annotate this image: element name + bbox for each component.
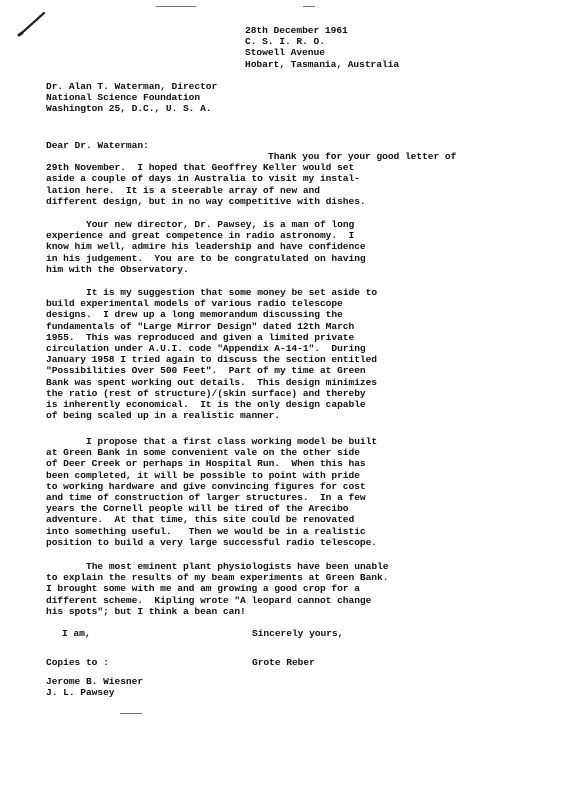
paragraph-line: 29th November. I hoped that Geoffrey Keller would set xyxy=(46,162,355,174)
paragraph-line: and time of construction of larger structures. In a few xyxy=(46,491,366,503)
recipient-org: National Science Foundation xyxy=(46,92,201,104)
paragraph-line: different scheme. Kipling wrote "A leopard cannot change xyxy=(46,594,372,606)
recipient-name: Dr. Alan T. Waterman, Director xyxy=(46,81,218,92)
closing-i-am: I am, xyxy=(62,628,91,639)
paragraph-line: him with the Observatory. xyxy=(46,263,189,275)
copies-list xyxy=(46,676,143,698)
paragraph-line: lation here. It is a steerable array of new and xyxy=(46,184,320,196)
copy-recipient: Jerome B. Wiesner xyxy=(46,676,144,687)
scan-artifact-top-2 xyxy=(303,6,315,7)
paragraph-line: build experimental models of various radio telescope xyxy=(46,298,343,310)
paragraph-line: I propose that a first class working model be built xyxy=(86,436,378,447)
paragraph-line: his spots"; but I think a bean can! xyxy=(46,605,246,617)
pen-mark-icon xyxy=(16,10,50,38)
paragraph-line: is inherently economical. It is the only design capable xyxy=(46,398,366,410)
paragraph-line: know him well, admire his leadership and have confidence xyxy=(46,241,366,253)
paragraph-line: of being scaled up in a realistic manner. xyxy=(46,410,280,422)
street-line: Stowell Avenue xyxy=(245,47,325,59)
paragraph-5 xyxy=(46,561,388,617)
paragraph-line: different design, but in no way competitive with dishes. xyxy=(46,195,366,207)
paragraph-line: years the Cornell people will be tired of the Arecibo xyxy=(46,503,349,515)
paragraph-4 xyxy=(46,436,377,548)
paragraph-line: Thank you for your good letter of xyxy=(268,151,457,162)
scan-artifact-bottom xyxy=(120,713,142,714)
recipient-address: Washington 25, D.C., U. S. A. xyxy=(46,103,212,115)
paragraph-line: the ratio (rest of structure)/(skin surface) and thereby xyxy=(46,387,366,399)
paragraph-line: at Green Bank in some convenient vale on the other side xyxy=(46,447,360,459)
date-line: 28th December 1961 xyxy=(245,25,348,36)
paragraph-line: January 1958 I tried again to discuss the section entitled xyxy=(46,354,378,366)
paragraph-line: in his judgement. You are to be congratulated on having xyxy=(46,252,366,264)
paragraph-line: fundamentals of "Large Mirror Design" dated 12th March xyxy=(46,320,355,332)
org-line: C. S. I. R. O. xyxy=(245,36,325,48)
paragraph-line: been completed, it will be possible to point with pride xyxy=(46,469,360,481)
paragraph-line: circulation under A.U.I. code "Appendix A-14-1". During xyxy=(46,342,366,354)
paragraph-line: into something useful. Then we would be in a realistic xyxy=(46,525,366,537)
city-line: Hobart, Tasmania, Australia xyxy=(245,58,400,70)
paragraph-2 xyxy=(46,219,366,275)
closing-sincerely: Sincerely yours, xyxy=(252,628,344,639)
paragraph-line: Your new director, Dr. Pawsey, is a man of long xyxy=(86,219,355,230)
paragraph-line: The most eminent plant physiologists have been unable xyxy=(86,561,389,572)
recipient-block xyxy=(46,81,217,115)
copies-label: Copies to : xyxy=(46,657,109,668)
paragraph-line: designs. I drew up a long memorandum discussing the xyxy=(46,309,343,321)
salutation: Dear Dr. Waterman: xyxy=(46,140,149,151)
paragraph-line: adventure. At that time, this site could be renovated xyxy=(46,514,355,526)
scan-artifact-top xyxy=(156,6,196,7)
signature-name: Grote Reber xyxy=(252,657,315,668)
paragraph-line: of Deer Creek or perhaps in Hospital Run. When this has xyxy=(46,458,366,470)
paragraph-line: Bank was spent working out details. This design minimizes xyxy=(46,376,378,388)
paragraph-line: to working hardware and give convincing figures for cost xyxy=(46,480,366,492)
paragraph-1 xyxy=(46,151,456,207)
paragraph-line: aside a couple of days in Australia to visit my instal- xyxy=(46,173,360,185)
paragraph-line: 1955. This was reproduced and given a limited private xyxy=(46,331,355,343)
paragraph-line: position to build a very large successful radio telescope. xyxy=(46,536,378,548)
paragraph-line: "Possibilities Over 500 Feet". Part of my time at Green xyxy=(46,365,366,377)
paragraph-line: experience and great competence in radio astronomy. I xyxy=(46,230,355,242)
date-address-block xyxy=(245,25,399,70)
paragraph-line: It is my suggestion that some money be set aside to xyxy=(86,287,378,298)
paragraph-line: to explain the results of my beam experiments at Green Bank. xyxy=(46,572,389,584)
copy-recipient: J. L. Pawsey xyxy=(46,687,115,699)
paragraph-3 xyxy=(46,287,377,421)
paragraph-line: I brought some with me and am growing a good crop for a xyxy=(46,583,360,595)
